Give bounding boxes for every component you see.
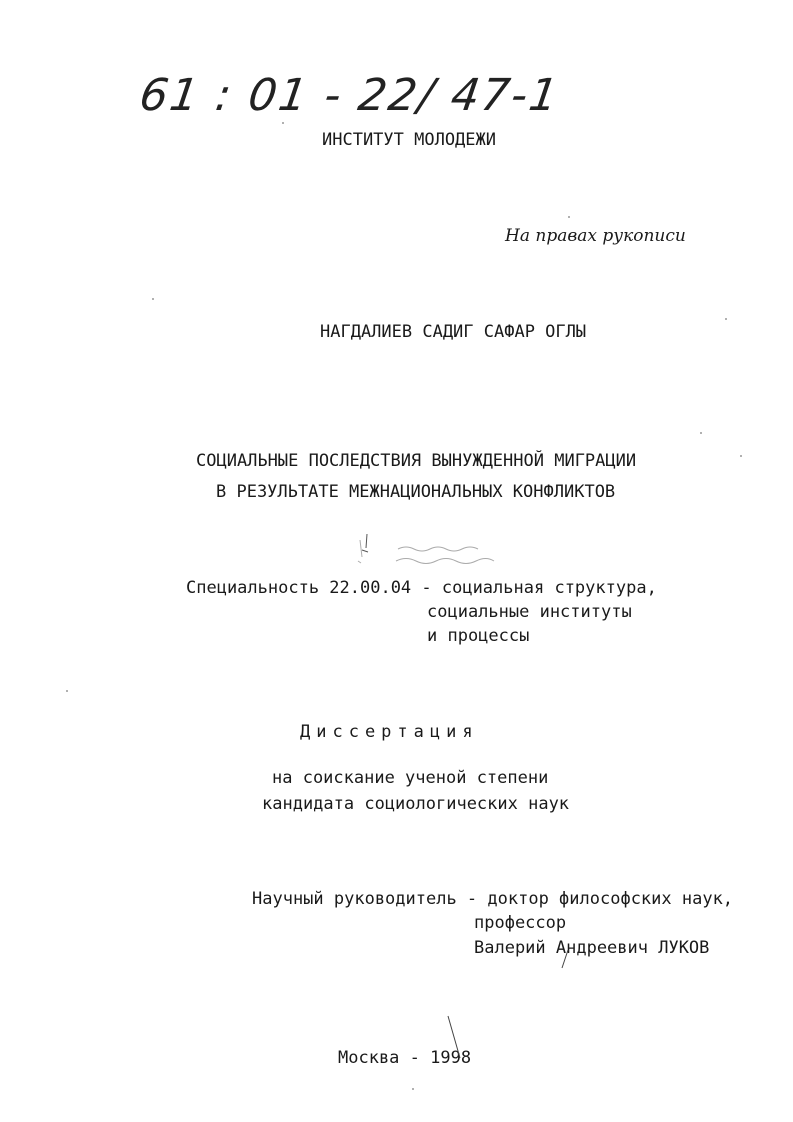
paper-speck — [568, 216, 570, 218]
advisor-line-3: Валерий Андреевич ЛУКОВ — [474, 938, 710, 958]
document-type: Диссертация — [300, 722, 479, 742]
paper-speck — [700, 432, 702, 434]
paper-speck — [152, 298, 154, 300]
degree-line-2: кандидата социологических наук — [262, 794, 570, 814]
paper-speck — [740, 455, 742, 457]
degree-line-1: на соискание ученой степени — [272, 768, 549, 788]
specialty-line-3: и процессы — [427, 626, 530, 646]
specialty-line-1: Специальность 22.00.04 - социальная структура, — [186, 578, 657, 598]
paper-speck — [412, 1088, 414, 1090]
paper-speck — [725, 318, 727, 320]
author-name: НАГДАЛИЕВ САДИГ САФАР ОГЛЫ — [320, 322, 587, 342]
paper-speck — [66, 690, 68, 692]
paper-speck — [282, 122, 284, 124]
title-line-1: СОЦИАЛЬНЫЕ ПОСЛЕДСТВИЯ ВЫНУЖДЕННОЙ МИГРАЦИИ — [196, 451, 637, 471]
institute-name: ИНСТИТУТ МОЛОДЕЖИ — [322, 130, 496, 150]
handwritten-catalog-code: 61 : 01 - 22/ 47-1 — [136, 70, 563, 121]
title-line-2: В РЕЗУЛЬТАТЕ МЕЖНАЦИОНАЛЬНЫХ КОНФЛИКТОВ — [216, 482, 616, 502]
city-year: Москва - 1998 — [338, 1048, 472, 1068]
advisor-line-1: Научный руководитель - доктор философских наук, — [252, 889, 734, 909]
manuscript-rights-note: На правах рукописи — [505, 226, 686, 246]
advisor-line-2: профессор — [474, 913, 567, 933]
specialty-line-2: социальные институты — [427, 602, 632, 622]
